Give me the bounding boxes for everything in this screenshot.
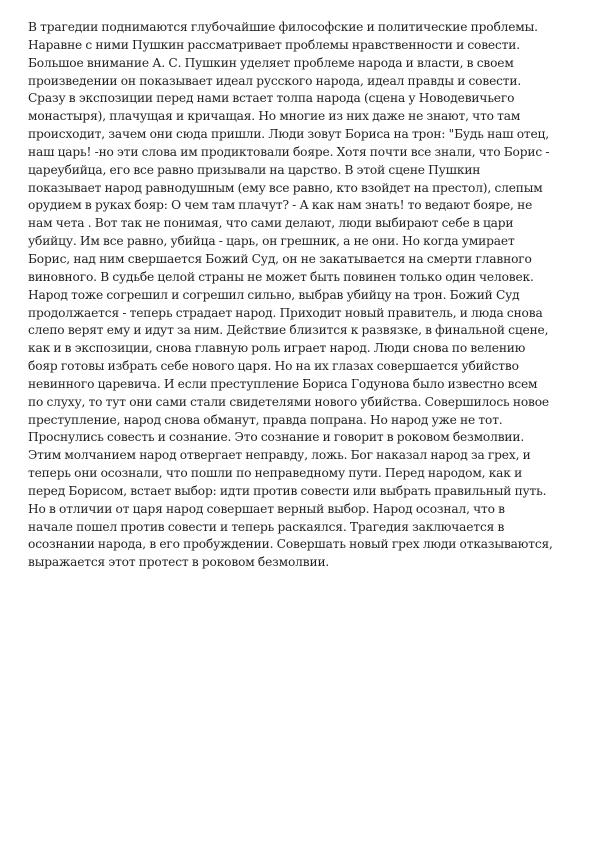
- text-line-27: перед Борисом, встает выбор: идти против совести или выбрать правильный путь.: [28, 483, 547, 498]
- text-line-31: выражается этот протест в роковом безмолвии.: [28, 555, 330, 570]
- text-line-11: орудием в руках бояр: О чем там плачут? - А как нам знать! то ведают бояре, не: [28, 198, 533, 213]
- text-line-22: по слуху, то тут они сами стали свидетелями нового убийства. Совершилось новое: [28, 394, 549, 409]
- text-line-12: нам чета . Вот так не понимая, что сами делают, люди выбирают себе в цари: [28, 216, 514, 231]
- text-line-24: Проснулись совесть и сознание. Это сознание и говорит в роковом безмолвии.: [28, 430, 525, 445]
- text-line-9: цареубийца, его все равно призывали на царство. В этой сцене Пушкин: [28, 162, 481, 177]
- text-line-30: осознании народа, в его пробуждении. Совершать новый грех люди отказываются,: [28, 537, 553, 552]
- text-line-14: Борис, над ним свершается Божий Суд, он не закатывается на смерти главного: [28, 251, 532, 266]
- text-line-1: В трагедии поднимаются глубочайшие философские и политические проблемы.: [28, 20, 538, 34]
- text-line-15: виновного. В судьбе целой страны не может быть повинен только один человек.: [28, 269, 534, 284]
- text-line-28: Но в отличии от царя народ совершает верный выбор. Народ осознал, что в: [28, 501, 505, 516]
- text-line-29: начале пошел против совести и теперь раскаялся. Трагедия заключается в: [28, 519, 505, 534]
- text-line-21: невинного царевича. И если преступление Бориса Годунова было известно всем: [28, 376, 538, 391]
- text-line-17: продолжается - теперь страдает народ. Приходит новый правитель, и люда снова: [28, 305, 543, 320]
- text-line-26: теперь они осознали, что пошли по неправедному пути. Перед народом, как и: [28, 466, 523, 481]
- essay-text: [28, 19, 576, 572]
- text-line-19: как и в экспозиции, снова главную роль играет народ. Люди снова по велению: [28, 341, 526, 356]
- text-line-4: произведении он показывает идеал русского народа, идеал правды и совести.: [28, 73, 522, 88]
- text-line-5: Сразу в экспозиции перед нами встает толпа народа (сцена у Новодевичьего: [28, 91, 515, 106]
- text-line-18: слепо верят ему и идут за ним. Действие близится к развязке, в финальной сцене,: [28, 323, 549, 338]
- text-line-23: преступление, народ снова обманут, правда попрана. Но народ уже не тот.: [28, 412, 503, 427]
- text-line-8: наш царь! -но эти слова им продиктовали бояре. Хотя почти все знали, что Борис -: [28, 144, 550, 159]
- text-line-16: Народ тоже согрешил и согрешил сильно, выбрав убийцу на трон. Божий Суд: [28, 287, 520, 302]
- text-line-20: бояр готовы избрать себе нового царя. Но на их глазах совершается убийство: [28, 359, 519, 374]
- text-line-13: убийцу. Им все равно, убийца - царь, он грешник, а не они. Но когда умирает: [28, 234, 515, 249]
- text-line-6: монастыря), плачущая и кричащая. Но многие из них даже не знают, что там: [28, 109, 521, 124]
- text-line-2: Наравне с ними Пушкин рассматривает проблемы нравственности и совести.: [28, 37, 520, 52]
- text-line-7: происходит, зачем они сюда пришли. Люди зовут Бориса на трон: "Будь наш отец,: [28, 127, 549, 142]
- text-line-25: Этим молчанием народ отвергает неправду, ложь. Бог наказал народ за грех, и: [28, 448, 531, 463]
- text-line-3: Большое внимание А. С. Пушкин уделяет проблеме народа и власти, в своем: [28, 55, 514, 70]
- text-line-10: показывает народ равнодушным (ему все равно, кто взойдет на престол), слепым: [28, 180, 543, 195]
